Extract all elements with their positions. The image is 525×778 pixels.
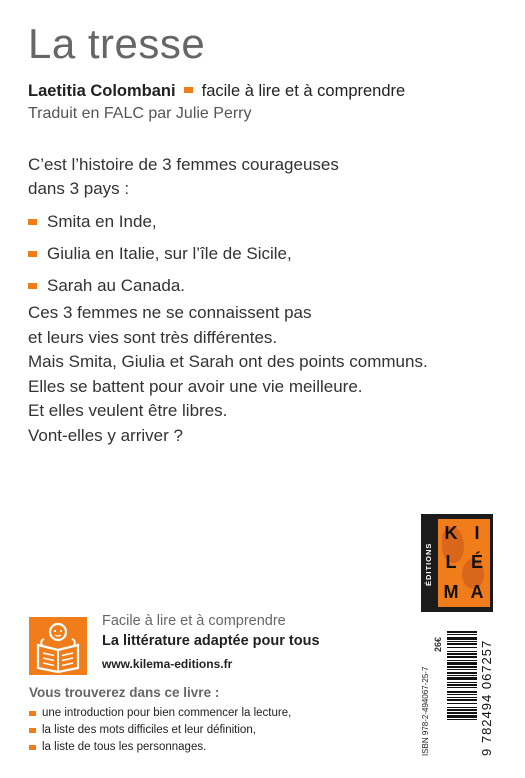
publisher-website-link[interactable]: www.kilema-editions.fr — [102, 657, 233, 671]
list-item — [28, 206, 292, 238]
intro-line: dans 3 pays : — [28, 179, 130, 198]
isbn: ISBN 978-2-494067-25-7 — [421, 666, 430, 756]
list-item — [28, 270, 292, 302]
kilema-publisher-logo — [421, 514, 493, 612]
women-list — [28, 206, 292, 302]
summary-line: Mais Smita, Giulia et Sarah ont des points communs. — [28, 352, 428, 371]
falc-slogan: La littérature adaptée pour tous — [102, 633, 320, 649]
easy-to-read-logo-icon — [29, 617, 87, 675]
list-item — [29, 705, 291, 722]
falc-label: Facile à lire et à comprendre — [102, 613, 286, 629]
square-bullet-icon — [29, 728, 36, 733]
list-item — [28, 238, 292, 270]
author-line — [28, 82, 405, 101]
summary-line: Elles se battent pour avoir une vie meilleure. — [28, 376, 363, 396]
price: 26€ — [433, 637, 443, 653]
intro-line: C’est l’histoire de 3 femmes courageuses — [28, 155, 339, 174]
logo-side-label: ÉDITIONS — [424, 542, 433, 586]
list-item-text: la liste de tous les personnages. — [42, 741, 207, 753]
book-title: La tresse — [28, 20, 206, 67]
list-item-text: la liste des mots difficiles et leur définition, — [42, 724, 256, 736]
contents-heading: Vous trouverez dans ce livre : — [29, 685, 220, 700]
square-bullet-icon — [28, 283, 37, 289]
translator-credit: Traduit en FALC par Julie Perry — [28, 105, 252, 122]
logo-letters — [438, 519, 490, 607]
barcode-icon — [447, 631, 477, 753]
logo-letter: M — [443, 581, 459, 602]
square-bullet-icon — [29, 745, 36, 750]
logo-letter: É — [470, 552, 483, 573]
tagline: facile à lire et à comprendre — [201, 82, 406, 100]
logo-letter: A — [470, 581, 484, 602]
barcode-digits: 9 782494 067257 — [479, 639, 494, 756]
intro-text — [28, 153, 339, 201]
square-bullet-icon — [28, 219, 37, 225]
square-bullet-icon — [184, 87, 193, 93]
square-bullet-icon — [29, 711, 36, 716]
list-item-text: Sarah au Canada. — [47, 276, 185, 295]
summary-line: Ces 3 femmes ne se connaissent pas — [28, 303, 312, 322]
list-item-text: Giulia en Italie, sur l’île de Sicile, — [47, 244, 292, 263]
summary-line: et leurs vies sont très différentes. — [28, 327, 278, 347]
logo-letter: L — [445, 552, 457, 573]
logo-letter: I — [474, 523, 480, 544]
summary-line: Et elles veulent être libres. — [28, 401, 228, 420]
list-item-text: une introduction pour bien commencer la lecture, — [42, 707, 292, 719]
author-name: Laetitia Colombani — [28, 82, 176, 100]
contents-list — [29, 705, 291, 756]
list-item — [29, 739, 291, 756]
summary-text — [28, 301, 428, 448]
summary-line: Vont-elles y arriver ? — [28, 425, 183, 445]
list-item-text: Smita en Inde, — [47, 212, 157, 231]
list-item — [29, 722, 291, 739]
square-bullet-icon — [28, 251, 37, 257]
logo-letter: K — [444, 523, 458, 544]
